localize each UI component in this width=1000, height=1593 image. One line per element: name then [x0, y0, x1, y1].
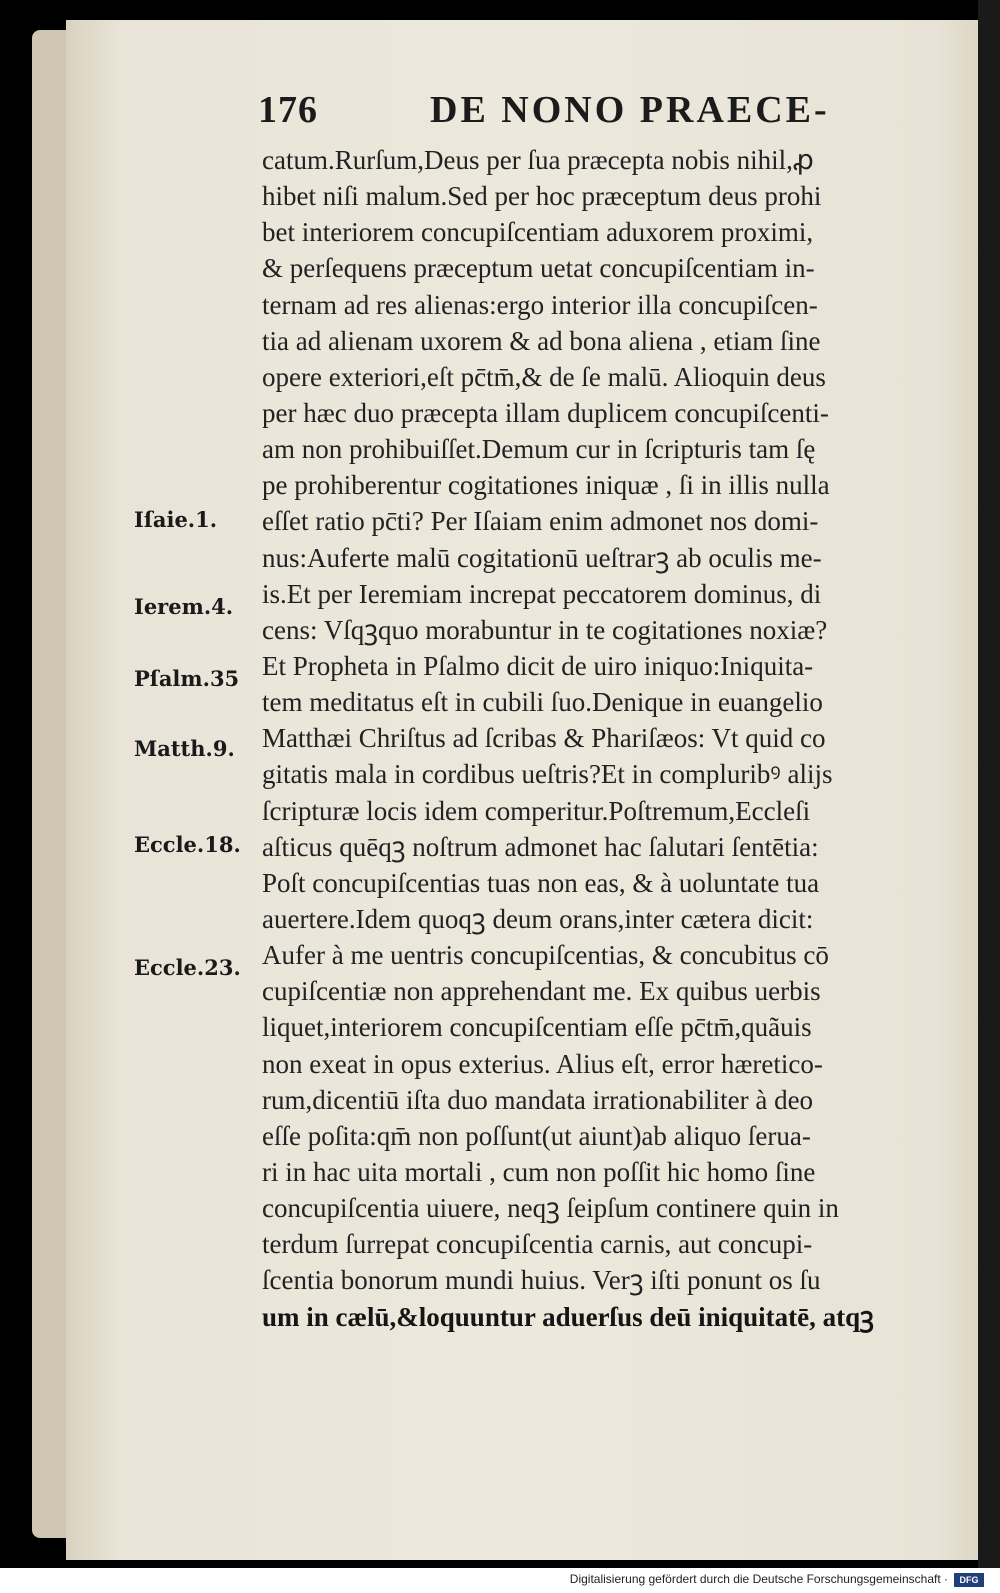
- text-line: cupiſcentiæ non apprehendant me. Ex quibus uerbis: [262, 976, 821, 1007]
- text-line: Et Propheta in Pſalmo dicit de uiro iniquo:Iniquita-: [262, 650, 814, 681]
- text-line: Poſt concupiſcentias tuas non eas, & à uoluntate tua: [262, 867, 820, 898]
- text-line: tem meditatus eſt in cubili ſuo.Denique in euangelio: [262, 687, 823, 718]
- text-line: opere exteriori,eſt pc̄tm̄,& de ſe malū. Alioquin deus: [262, 361, 826, 392]
- text-line: cens: Vſqꝫquo morabuntur in te cogitationes noxiæ?: [262, 614, 828, 645]
- text-line: & perſequens præceptum uetat concupiſcentiam in-: [262, 253, 815, 284]
- running-head: DE NONO PRAECE-: [430, 89, 830, 131]
- footer-credit: Digitalisierung gefördert durch die Deutsche Forschungsgemeinschaft ·: [569, 1572, 948, 1586]
- text-line: hibet niſi malum.Sed per hoc præceptum deus prohi: [262, 181, 822, 212]
- text-line: non exeat in opus exterius. Alius eſt, error hæretico-: [262, 1048, 823, 1079]
- margin-note-psalm: Pſalm.35: [134, 666, 240, 691]
- text-line: aſticus quēqꝫ noſtrum admonet hac ſalutari ſentētia:: [262, 831, 819, 862]
- text-line: ternam ad res alienas:ergo interior illa concupiſcen-: [262, 289, 818, 320]
- text-line: gitatis mala in cordibus ueſtris?Et in compluribꝰ alijs: [262, 759, 833, 790]
- text-line: terdum ſurrepat concupiſcentia carnis, aut concupi-: [262, 1229, 813, 1260]
- text-line: um in cælū,&loquuntur aduerſus deū iniquitatē, atqꝫ: [262, 1301, 874, 1332]
- text-line: ſcentia bonorum mundi huius. Verꝫ iſti ponunt os ſu: [262, 1265, 821, 1296]
- margin-note-eccle-18: Eccle.18.: [134, 832, 241, 857]
- page-header: [258, 88, 978, 138]
- footer-bar: [0, 1568, 1000, 1593]
- body-text: [262, 142, 974, 1335]
- text-line: liquet,interiorem concupiſcentiam eſſe pc̄tm̄,quãuis: [262, 1012, 812, 1043]
- text-line: am non prohibuiſſet.Demum cur in ſcripturis tam ſę: [262, 434, 816, 465]
- text-line: ri in hac uita mortali , cum non poſſit hic homo ſine: [262, 1156, 816, 1187]
- margin-note-eccle-23: Eccle.23.: [134, 955, 241, 980]
- text-line: is.Et per Ieremiam increpat peccatorem dominus, di: [262, 578, 822, 609]
- margin-note-jeremiah: Ierem.4.: [134, 594, 234, 619]
- margin-note-isaiah: Iſaie.1.: [134, 507, 218, 532]
- text-line: rum,dicentiū iſta duo mandata irrationabiliter à deo: [262, 1084, 814, 1115]
- text-line: per hæc duo præcepta illam duplicem concupiſcenti-: [262, 397, 829, 428]
- page-gutter-shadow: [978, 0, 1000, 1568]
- text-line: nus:Auferte malū cogitationū ueſtrarꝫ ab oculis me-: [262, 542, 822, 573]
- text-line: Matthæi Chriſtus ad ſcribas & Phariſæos: Vt quid co: [262, 723, 826, 754]
- text-line: bet interiorem concupiſcentiam aduxorem proximi,: [262, 217, 814, 248]
- dfg-logo: DFG: [954, 1573, 984, 1587]
- text-line: Aufer à me uentris concupiſcentias, & concubitus cō: [262, 940, 829, 971]
- text-line: pe prohiberentur cogitationes iniquæ , ſi in illis nulla: [262, 470, 830, 501]
- text-line: auertere.Idem quoqꝫ deum orans,inter cætera dicit:: [262, 903, 814, 934]
- margin-note-matthew: Matth.9.: [134, 736, 235, 761]
- text-line: tia ad alienam uxorem & ad bona aliena , etiam ſine: [262, 325, 821, 356]
- page-number: 176: [258, 89, 318, 131]
- text-line: eſſe poſita:qm̄ non poſſunt(ut aiunt)ab aliquo ſerua-: [262, 1120, 811, 1151]
- text-line: ſcripturæ locis idem comperitur.Poſtremum,Eccleſi: [262, 795, 811, 826]
- text-line: catum.Rurſum,Deus per ſua præcepta nobis nihil,ꝓ: [262, 145, 814, 175]
- text-line: eſſet ratio pc̄ti? Per Iſaiam enim admonet nos domi-: [262, 506, 819, 537]
- text-line: concupiſcentia uiuere, neqꝫ ſeipſum continere quin in: [262, 1193, 839, 1224]
